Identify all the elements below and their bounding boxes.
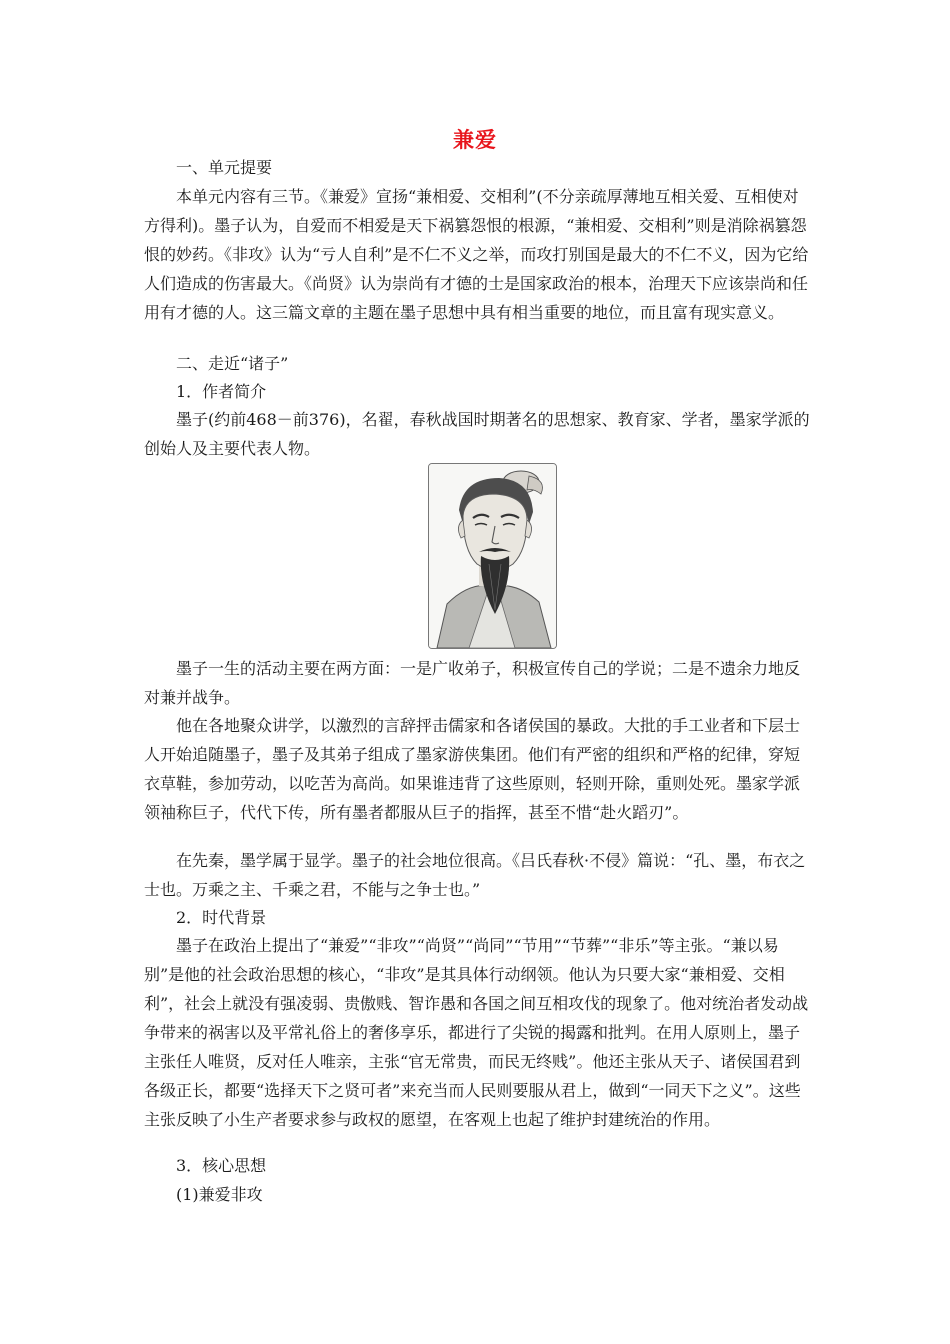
- subheading-author: 1．作者简介: [176, 382, 267, 401]
- core-subheading-jianai-feigong: (1)兼爱非攻: [176, 1185, 263, 1204]
- background-paragraph: 墨子在政治上提出了“兼爱”“非攻”“尚贤”“尚同”“节用”“节葬”“非乐”等主张。“兼以易别”是他的社会政治思想的核心，“非攻”是其具体行动纲领。他认为只要大家“兼相爱、交相利”，社会上就没有强凌弱、贵傲贱、智诈愚和各国之间互相攻伐的现象了。他对统治者发动战争带来的祸害以及平常礼俗上的奢侈享乐，都进行了尖锐的揭露和批判。在用人原则上，墨子主张任人唯贤，反对任人唯亲，主张“官无常贵，而民无终贱”。他还主张从天子、诸侯国君到各级正长，都要“选择天下之贤可者”来充当而人民则要服从君上，做到“一同天下之义”。这些主张反映了小生产者要求参与政权的愿望，在客观上也起了维护封建统治的作用。: [144, 936, 809, 1129]
- author-activities-paragraph: 墨子一生的活动主要在两方面：一是广收弟子，积极宣传自己的学说；二是不遗余力地反对兼并战争。: [144, 659, 801, 707]
- author-status-paragraph: 在先秦，墨学属于显学。墨子的社会地位很高。《吕氏春秋·不侵》篇说：“孔、墨，布衣之士也。万乘之主、千乘之君，不能与之争士也。”: [144, 851, 806, 899]
- subheading-background: 2．时代背景: [176, 908, 267, 927]
- page-title: 兼爱: [453, 128, 497, 152]
- section-heading-approach: 二、走近“诸子”: [176, 354, 289, 373]
- unit-summary-paragraph: 本单元内容有三节。《兼爱》宣扬“兼相爱、交相利”(不分亲疏厚薄地互相关爱、互相使对方得利)。墨子认为，自爱而不相爱是天下祸篡怨恨的根源，“兼相爱、交相利”则是消除祸篡怨恨的妙药。《非攻》认为“亏人自利”是不仁不义之举，而攻打别国是最大的不仁不义，因为它给人们造成的伤害最大。《尚贤》认为崇尚有才德的士是国家政治的根本，治理天下应该崇尚和任用有才德的人。这三篇文章的主题在墨子思想中具有相当重要的地位，而且富有现实意义。: [144, 187, 809, 322]
- portrait-image: [428, 463, 557, 649]
- section-heading-unit-summary: 一、单元提要: [176, 158, 273, 177]
- author-lectures-paragraph: 他在各地聚众讲学，以激烈的言辞抨击儒家和各诸侯国的暴政。大批的手工业者和下层士人开始追随墨子，墨子及其弟子组成了墨家游侠集团。他们有严密的组织和严格的纪律，穿短衣草鞋，参加劳动，以吃苦为高尚。如果谁违背了这些原则，轻则开除，重则处死。墨家学派领袖称巨子，代代下传，所有墨者都服从巨子的指挥，甚至不惜“赴火蹈刃”。: [144, 716, 801, 822]
- subheading-core: 3．核心思想: [176, 1156, 267, 1175]
- author-intro-paragraph: 墨子(约前468－前376)，名翟，春秋战国时期著名的思想家、教育家、学者，墨家学派的创始人及主要代表人物。: [144, 410, 810, 458]
- mozi-portrait-illustration: [429, 464, 556, 648]
